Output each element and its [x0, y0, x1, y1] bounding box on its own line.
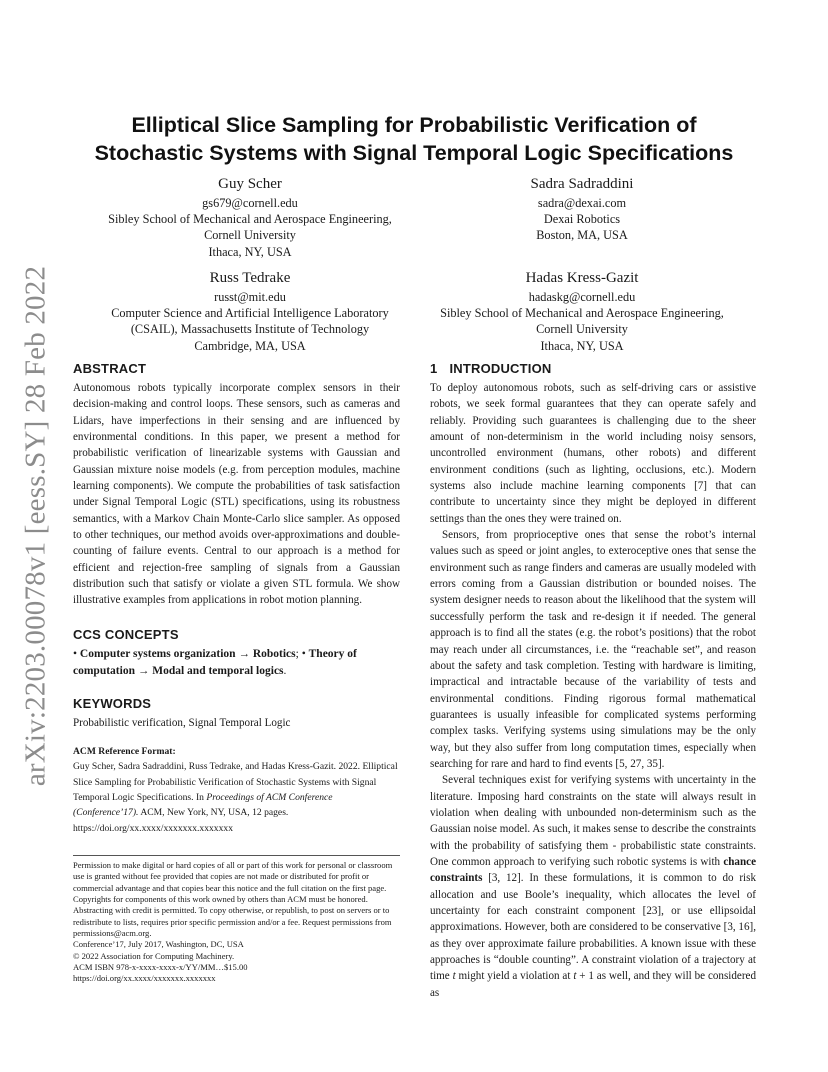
acm-reference-text — [73, 759, 400, 836]
author-affiliation: Sibley School of Mechanical and Aerospace Engineering, — [108, 211, 392, 226]
copyright-notice: © 2022 Association for Computing Machinery. — [73, 950, 235, 961]
introduction-heading — [430, 360, 756, 378]
author-email: sadra@dexai.com — [537, 195, 627, 210]
intro-text: Several techniques exist for verifying systems with uncertainty in the literature. Imposing hard constraints on the state will always result in violation when dealing with unbounded non-determinism such as the Gaussian noise model. As such, it makes sense to describe the constraints with the probability of satisfying them - probabilistic state constraints. One common approach to verifying such robotic systems is with — [430, 774, 756, 868]
intro-paragraph-2: Sensors, from proprioceptive ones that sense the robot’s internal values such as speed or joint angles, to exteroceptive ones that sense the environment such as range finders and cameras are usually modeled with errors coming from a Gaussian distribution or bounded noises. The system designer needs to reason about the likelihood that the system will successfully perform the task and re-design it if needed. The general approach is to find all the states (e.g. the robot’s positions) that the robot may reach under all circumstances, i.e. the “reachable set”, and reason about the safety and task completion. Testing with hardware is limiting, impractical and intractable because of the variability of tests and environmental conditions. Finding rigorous formal mathematical guarantees is usually infeasible for complicated systems performing complex tasks. Verifying systems using simulations may be the only way, but they also suffer from long computation times, especially when searching for rare and hard to find events [5, 27, 35]. — [430, 529, 756, 770]
title-line-1: Elliptical Slice Sampling for Probabilistic Verification of — [131, 113, 697, 137]
author-guy-scher — [80, 175, 420, 260]
author-location: Ithaca, NY, USA — [208, 244, 292, 259]
author-sadra-sadraddini — [452, 175, 712, 244]
acm-reference-citation: Guy Scher, Sadra Sadraddini, Russ Tedrake, and Hadas Kress-Gazit. 2022. Elliptical Slice Sampling for Probabilistic Verification of Stochastic Systems with Signal Temporal Logic Specifications. In — [73, 761, 398, 803]
author-location: Cambridge, MA, USA — [194, 338, 306, 353]
intro-paragraph-3 — [430, 772, 756, 1001]
author-email: gs679@cornell.edu — [202, 195, 298, 210]
ccs-end: . — [283, 664, 287, 677]
ccs-item: Theory of computation — [73, 647, 357, 677]
author-hadas-kress-gazit — [412, 269, 752, 354]
abstract-heading: ABSTRACT — [73, 361, 147, 376]
author-affiliation: (CSAIL), Massachusetts Institute of Technology — [130, 322, 370, 337]
author-russ-tedrake — [80, 269, 420, 354]
author-name: Russ Tedrake — [209, 270, 291, 286]
conference-info: Conference’17, July 2017, Washington, DC, USA — [73, 939, 244, 950]
author-location: Boston, MA, USA — [536, 228, 628, 243]
ccs-separator: ; — [295, 647, 299, 660]
ccs-concepts — [73, 646, 400, 680]
keywords-text: Probabilistic verification, Signal Temporal Logic — [73, 716, 291, 729]
author-email: hadaskg@cornell.edu — [528, 289, 636, 304]
author-affiliation: Computer Science and Artificial Intelligence Laboratory — [111, 305, 389, 320]
author-name: Guy Scher — [218, 176, 282, 192]
author-name: Sadra Sadraddini — [530, 176, 634, 192]
keywords-heading: KEYWORDS — [73, 695, 152, 711]
intro-text: + 1 as well, and they will be considered as — [430, 970, 756, 999]
author-affiliation: Dexai Robotics — [543, 211, 621, 226]
ccs-item: Computer systems organization — [79, 647, 236, 660]
ccs-bullet: • — [301, 647, 306, 660]
left-column — [73, 360, 400, 984]
author-affiliation: Cornell University — [204, 228, 296, 243]
author-affiliation: Cornell University — [536, 322, 628, 337]
math-variable: t — [452, 970, 456, 983]
ccs-heading: CCS CONCEPTS — [73, 626, 179, 642]
author-email: russt@mit.edu — [214, 289, 286, 304]
intro-text: might yield a violation at — [455, 970, 574, 983]
intro-bold-term: chance constraints — [430, 855, 756, 885]
ccs-subitem: Robotics — [252, 647, 296, 660]
author-name: Hadas Kress-Gazit — [525, 270, 639, 286]
ccs-arrow: → — [137, 664, 150, 677]
intro-paragraph-1: To deploy autonomous robots, such as self-driving cars or assistive robots, we seek formal guarantees that they can operate safely and reliably. Providing such guarantees is challenging due to the sheer amount of non-determinism in the world including noisy sensors, uncontrolled environment (humans, other robots) and different environment conditions (such as lighting, occlusions, etc.). Modern systems also include machine learning components [7] that can contribute to uncertainty since they might be deployed in different settings than the ones they were trained on. — [430, 382, 756, 525]
title-line-2: Stochastic Systems with Signal Temporal Logic Specifications — [94, 141, 734, 165]
author-affiliation: Sibley School of Mechanical and Aerospace Engineering, — [440, 305, 724, 320]
ccs-bullet: • — [73, 647, 78, 660]
permission-notice: Permission to make digital or hard copies of all or part of this work for personal or classroom use is granted without fee provided that copies are not made or distributed for profit or commercial advantage and that copies bear this notice and the full citation on the first page. Copyrights for components of this work owned by others than ACM must be honored. Abstracting with credit is permitted. To copy otherwise, or republish, to post on servers or to redistribute to lists, requires prior specific permission and/or a fee. Request permissions from permissions@acm.org. — [73, 860, 393, 938]
abstract-text: Autonomous robots typically incorporate complex sensors in their decision-making and control loops. These sensors, such as cameras and Lidars, have imperfections in their sensing and are influenced by environmental conditions. In this paper, we present a method for probabilistic verification of linearizable systems with Gaussian and Gaussian mixture noise models (e.g. from perception modules, machine learning components). We compute the probabilities of task satisfaction under Signal Temporal Logic (STL) specifications, using its robustness semantics, with a Markov Chain Monte-Carlo slice sampler. As opposed to other techniques, our method avoids over-approximations and double-counting of failure events. Central to our approach is a method for efficient and rejection-free sampling of signals from a Gaussian distribution such that satisfy or violate a given STL formula. We show illustrative examples from applications in robot motion planning. — [73, 382, 400, 607]
acm-reference-publisher: ACM, New York, NY, USA, 12 pages. https://doi.org/xx.xxxx/xxxxxxx.xxxxxxx — [73, 807, 289, 834]
ccs-subitem: Modal and temporal logics — [152, 664, 284, 677]
right-column — [430, 360, 756, 1001]
acm-reference-heading: ACM Reference Format: — [73, 746, 176, 758]
acm-reference-venue: Proceedings of ACM Conference (Conference’17). — [73, 791, 333, 819]
paper-title — [74, 111, 754, 167]
section-number: 1 — [430, 361, 438, 376]
author-location: Ithaca, NY, USA — [540, 338, 624, 353]
intro-text: [3, 12]. In these formulations, it is common to do risk allocation and use Boole’s inequality, which allocates the level of uncertainty for each constraint component [23], or use ellipsoidal approximations. However, both are considered to be conservative [3, 16], as they over approximate failure probabilities. A known issue with these approaches is “double counting”. A constraint violation of a trajectory at time — [430, 872, 756, 983]
section-title: INTRODUCTION — [449, 361, 552, 376]
doi-link[interactable]: https://doi.org/xx.xxxx/xxxxxxx.xxxxxxx — [73, 973, 216, 984]
math-variable: t — [573, 970, 577, 983]
isbn-info: ACM ISBN 978-x-xxxx-xxxx-x/YY/MM…$15.00 — [73, 961, 248, 972]
ccs-arrow: → — [238, 647, 250, 660]
arxiv-identifier-stamp: arXiv:2203.00078v1 [eess.SY] 28 Feb 2022 — [19, 265, 52, 787]
